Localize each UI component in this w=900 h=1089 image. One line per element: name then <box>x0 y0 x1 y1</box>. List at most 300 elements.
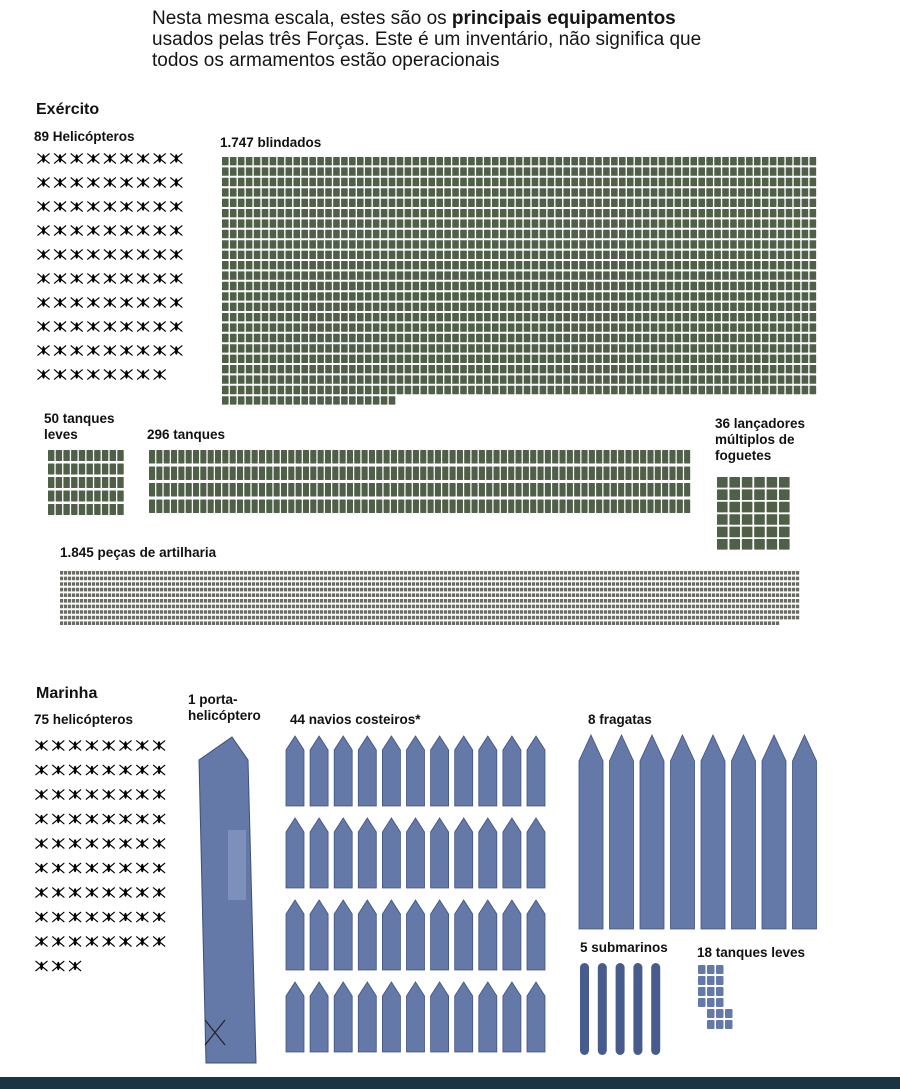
armored-vehicle-icon <box>635 219 642 227</box>
tank-icon <box>640 483 646 497</box>
artillery-icon <box>484 599 487 603</box>
artillery-icon <box>368 605 371 609</box>
artillery-icon <box>188 593 191 597</box>
artillery-icon <box>100 593 103 597</box>
artillery-icon <box>760 577 763 581</box>
armored-vehicle-icon <box>770 251 777 259</box>
armored-vehicle-icon <box>436 230 443 238</box>
light-tank-icon <box>79 504 85 515</box>
armored-vehicle-icon <box>587 303 594 311</box>
tank-icon <box>464 450 470 464</box>
armored-vehicle-icon <box>730 178 737 186</box>
artillery-icon <box>552 582 555 586</box>
armored-vehicle-icon <box>309 209 316 217</box>
armored-vehicle-icon <box>762 261 769 269</box>
artillery-icon <box>192 621 195 625</box>
artillery-icon <box>352 610 355 614</box>
artillery-icon <box>528 605 531 609</box>
artillery-icon <box>772 605 775 609</box>
artillery-icon <box>180 577 183 581</box>
artillery-icon <box>784 605 787 609</box>
armored-vehicle-icon <box>548 251 555 259</box>
helicopter-icon <box>120 814 131 823</box>
armored-vehicle-icon <box>627 334 634 342</box>
artillery-icon <box>572 616 575 620</box>
artillery-icon <box>576 577 579 581</box>
artillery-icon <box>540 605 543 609</box>
armored-vehicle-icon <box>460 251 467 259</box>
artillery-icon <box>460 577 463 581</box>
armored-vehicle-icon <box>667 323 674 331</box>
artillery-icon <box>116 571 119 575</box>
artillery-icon <box>584 610 587 614</box>
artillery-icon <box>420 593 423 597</box>
armored-vehicle-icon <box>595 209 602 217</box>
artillery-icon <box>328 582 331 586</box>
armored-vehicle-icon <box>413 375 420 383</box>
tank-icon <box>633 467 639 481</box>
armored-vehicle-icon <box>492 344 499 352</box>
armored-vehicle-icon <box>460 375 467 383</box>
artillery-icon <box>680 616 683 620</box>
artillery-icon <box>476 577 479 581</box>
artillery-icon <box>388 577 391 581</box>
artillery-icon <box>640 605 643 609</box>
artillery-icon <box>280 571 283 575</box>
armored-vehicle-icon <box>810 178 817 186</box>
artillery-icon <box>72 577 75 581</box>
artillery-icon <box>156 605 159 609</box>
armored-vehicle-icon <box>421 313 428 321</box>
artillery-icon <box>548 588 551 592</box>
tank-icon <box>230 500 236 514</box>
armored-vehicle-icon <box>373 240 380 248</box>
tank-icon <box>186 483 192 497</box>
artillery-icon <box>624 616 627 620</box>
artillery-icon <box>384 593 387 597</box>
armored-vehicle-icon <box>365 199 372 207</box>
coastal-ship-icon <box>286 736 304 806</box>
artillery-icon <box>212 582 215 586</box>
artillery-icon <box>712 610 715 614</box>
artillery-icon <box>140 610 143 614</box>
artillery-icon <box>704 588 707 592</box>
artillery-icon <box>456 616 459 620</box>
artillery-icon <box>656 621 659 625</box>
helicopter-icon <box>71 298 82 307</box>
artillery-icon <box>164 577 167 581</box>
armored-vehicle-icon <box>706 230 713 238</box>
artillery-icon <box>408 593 411 597</box>
artillery-icon <box>236 582 239 586</box>
label-navy-helicopters: 75 helicópteros <box>34 712 134 727</box>
rocket-launcher-icon <box>767 489 778 500</box>
armored-vehicle-icon <box>643 334 650 342</box>
artillery-icon <box>556 616 559 620</box>
artillery-icon <box>536 588 539 592</box>
armored-vehicle-icon <box>738 167 745 175</box>
artillery-icon <box>392 577 395 581</box>
artillery-icon <box>640 621 643 625</box>
armored-vehicle-icon <box>246 219 253 227</box>
artillery-icon <box>356 616 359 620</box>
artillery-icon <box>92 621 95 625</box>
artillery-icon <box>520 616 523 620</box>
artillery-icon <box>336 616 339 620</box>
armored-vehicle-icon <box>595 199 602 207</box>
artillery-icon <box>68 577 71 581</box>
armored-vehicle-icon <box>397 365 404 373</box>
armored-vehicle-icon <box>508 323 515 331</box>
armored-vehicle-icon <box>270 251 277 259</box>
armored-vehicle-icon <box>611 334 618 342</box>
armored-vehicle-icon <box>587 261 594 269</box>
artillery-icon <box>472 593 475 597</box>
helicopter-icon <box>137 814 148 823</box>
armored-vehicle-icon <box>746 334 753 342</box>
navy-light-tank-icon <box>716 1009 724 1018</box>
armored-vehicle-icon <box>444 251 451 259</box>
armored-vehicle-icon <box>500 167 507 175</box>
armored-vehicle-icon <box>722 178 729 186</box>
armored-vehicle-icon <box>778 240 785 248</box>
armored-vehicle-icon <box>246 271 253 279</box>
armored-vehicle-icon <box>492 178 499 186</box>
artillery-icon <box>256 605 259 609</box>
helicopter-icon <box>121 274 132 283</box>
artillery-icon <box>680 571 683 575</box>
armored-vehicle-icon <box>738 303 745 311</box>
armored-vehicle-icon <box>627 188 634 196</box>
armored-vehicle-icon <box>286 199 293 207</box>
armored-vehicle-icon <box>532 365 539 373</box>
helicopter-icon <box>154 370 165 379</box>
tank-icon <box>288 483 294 497</box>
armored-vehicle-icon <box>365 386 372 394</box>
artillery-icon <box>448 616 451 620</box>
artillery-icon <box>336 582 339 586</box>
artillery-icon <box>128 605 131 609</box>
armored-vehicle-icon <box>540 240 547 248</box>
armored-vehicle-icon <box>603 365 610 373</box>
artillery-icon <box>556 582 559 586</box>
armored-vehicle-icon <box>786 334 793 342</box>
armored-vehicle-icon <box>603 271 610 279</box>
artillery-icon <box>768 605 771 609</box>
tank-icon <box>310 450 316 464</box>
armored-vehicle-icon <box>365 209 372 217</box>
armored-vehicle-icon <box>413 303 420 311</box>
armored-vehicle-icon <box>714 386 721 394</box>
armored-vehicle-icon <box>690 157 697 165</box>
artillery-icon <box>468 599 471 603</box>
artillery-icon <box>684 599 687 603</box>
artillery-icon <box>528 577 531 581</box>
armored-vehicle-icon <box>254 167 261 175</box>
armored-vehicle-icon <box>428 344 435 352</box>
tank-icon <box>552 450 558 464</box>
frigate-icon <box>579 735 603 929</box>
armored-vehicle-icon <box>611 365 618 373</box>
armored-vehicle-icon <box>754 323 761 331</box>
tank-icon <box>244 483 250 497</box>
helicopter-icon <box>121 226 132 235</box>
artillery-icon <box>108 571 111 575</box>
armored-vehicle-icon <box>762 365 769 373</box>
armored-vehicle-icon <box>492 167 499 175</box>
armored-vehicle-icon <box>341 178 348 186</box>
helicopter-icon <box>137 937 148 946</box>
artillery-icon <box>528 571 531 575</box>
artillery-icon <box>308 593 311 597</box>
armored-vehicle-icon <box>278 334 285 342</box>
artillery-icon <box>504 599 507 603</box>
artillery-icon <box>532 621 535 625</box>
armored-vehicle-icon <box>627 313 634 321</box>
coastal-ship-icon <box>479 900 497 970</box>
armored-vehicle-icon <box>413 199 420 207</box>
artillery-icon <box>536 582 539 586</box>
artillery-icon <box>208 571 211 575</box>
armored-vehicle-icon <box>508 230 515 238</box>
tank-icon <box>596 500 602 514</box>
armored-vehicle-icon <box>659 209 666 217</box>
artillery-icon <box>224 599 227 603</box>
armored-vehicle-icon <box>730 282 737 290</box>
artillery-icon <box>188 577 191 581</box>
armored-vehicle-icon <box>706 271 713 279</box>
armored-vehicle-icon <box>317 386 324 394</box>
armored-vehicle-icon <box>389 271 396 279</box>
artillery-icon <box>428 610 431 614</box>
artillery-icon <box>304 571 307 575</box>
armored-vehicle-icon <box>421 282 428 290</box>
tank-icon <box>464 483 470 497</box>
artillery-icon <box>236 610 239 614</box>
armored-vehicle-icon <box>619 292 626 300</box>
armored-vehicle-icon <box>389 157 396 165</box>
armored-vehicle-icon <box>405 240 412 248</box>
armored-vehicle-icon <box>452 334 459 342</box>
armored-vehicle-icon <box>675 157 682 165</box>
armored-vehicle-icon <box>675 386 682 394</box>
artillery-icon <box>612 582 615 586</box>
armored-vehicle-icon <box>516 251 523 259</box>
artillery-icon <box>484 588 487 592</box>
armored-vehicle-icon <box>651 188 658 196</box>
tank-icon <box>340 467 346 481</box>
tank-icon <box>178 450 184 464</box>
armored-vehicle-icon <box>571 188 578 196</box>
tank-icon <box>354 500 360 514</box>
artillery-icon <box>244 593 247 597</box>
artillery-icon <box>724 582 727 586</box>
artillery-icon <box>692 571 695 575</box>
armored-vehicle-icon <box>524 365 531 373</box>
artillery-icon <box>708 588 711 592</box>
armored-vehicle-icon <box>301 271 308 279</box>
tank-icon <box>186 500 192 514</box>
artillery-icon <box>120 599 123 603</box>
artillery-icon <box>360 616 363 620</box>
tank-icon <box>310 467 316 481</box>
armored-vehicle-icon <box>325 188 332 196</box>
tank-icon <box>178 500 184 514</box>
armored-vehicle-icon <box>278 178 285 186</box>
armored-vehicle-icon <box>619 344 626 352</box>
light-tank-icon <box>56 464 62 475</box>
artillery-icon <box>88 593 91 597</box>
armored-vehicle-icon <box>611 157 618 165</box>
armored-vehicle-icon <box>548 230 555 238</box>
artillery-icon <box>212 571 215 575</box>
artillery-icon <box>176 593 179 597</box>
armored-vehicle-icon <box>738 209 745 217</box>
artillery-icon <box>452 605 455 609</box>
artillery-icon <box>332 582 335 586</box>
armored-vehicle-icon <box>516 344 523 352</box>
artillery-icon <box>100 599 103 603</box>
armored-vehicle-icon <box>587 209 594 217</box>
armored-vehicle-icon <box>500 199 507 207</box>
artillery-icon <box>524 582 527 586</box>
rocket-launcher-icon <box>742 514 753 525</box>
artillery-icon <box>520 593 523 597</box>
armored-vehicle-icon <box>254 365 261 373</box>
armored-vehicle-icon <box>754 365 761 373</box>
armored-vehicle-icon <box>730 167 737 175</box>
navy-light-tank-icon <box>716 976 724 985</box>
artillery-icon <box>632 588 635 592</box>
navy-light-tank-icon <box>707 976 715 985</box>
artillery-icon <box>408 577 411 581</box>
armored-vehicle-icon <box>349 157 356 165</box>
artillery-icon <box>584 593 587 597</box>
armored-vehicle-icon <box>516 209 523 217</box>
tank-icon <box>530 450 536 464</box>
navy-light-tank-icon <box>725 1020 733 1029</box>
armored-vehicle-icon <box>738 282 745 290</box>
artillery-icon <box>268 616 271 620</box>
tank-icon <box>164 500 170 514</box>
armored-vehicle-icon <box>389 209 396 217</box>
artillery-icon <box>684 593 687 597</box>
armored-vehicle-icon <box>333 396 340 404</box>
tank-icon <box>508 500 514 514</box>
artillery-icon <box>160 621 163 625</box>
armored-vehicle-icon <box>436 292 443 300</box>
light-tank-icon <box>79 491 85 502</box>
helicopter-icon <box>104 370 115 379</box>
helicopter-icon <box>153 741 164 750</box>
armored-vehicle-icon <box>293 251 300 259</box>
armored-vehicle-icon <box>230 219 237 227</box>
artillery-icon <box>712 621 715 625</box>
armored-vehicle-icon <box>659 271 666 279</box>
artillery-icon <box>508 577 511 581</box>
artillery-icon <box>168 571 171 575</box>
artillery-icon <box>180 616 183 620</box>
artillery-icon <box>308 616 311 620</box>
light-tank-icon <box>63 450 69 461</box>
armored-vehicle-icon <box>563 271 570 279</box>
tank-icon <box>398 483 404 497</box>
armored-vehicle-icon <box>309 251 316 259</box>
armored-vehicle-icon <box>738 355 745 363</box>
artillery-icon <box>120 588 123 592</box>
light-tank-icon <box>63 491 69 502</box>
artillery-icon <box>728 599 731 603</box>
artillery-icon <box>484 621 487 625</box>
armored-vehicle-icon <box>484 178 491 186</box>
artillery-icon <box>748 582 751 586</box>
coastal-ship-icon <box>310 982 328 1052</box>
artillery-icon <box>220 610 223 614</box>
artillery-icon <box>264 605 267 609</box>
armored-vehicle-icon <box>278 240 285 248</box>
artillery-icon <box>232 588 235 592</box>
artillery-icon <box>156 577 159 581</box>
tank-icon <box>193 450 199 464</box>
tank-icon <box>677 450 683 464</box>
tank-icon <box>479 500 485 514</box>
armored-vehicle-icon <box>651 292 658 300</box>
tank-icon <box>669 450 675 464</box>
armored-vehicle-icon <box>492 240 499 248</box>
armored-vehicle-icon <box>230 396 237 404</box>
armored-vehicle-icon <box>222 271 229 279</box>
artillery-icon <box>392 588 395 592</box>
armored-vehicle-icon <box>262 313 269 321</box>
artillery-icon <box>688 605 691 609</box>
armored-vehicle-icon <box>349 365 356 373</box>
artillery-icon <box>732 599 735 603</box>
artillery-icon <box>592 593 595 597</box>
artillery-icon <box>536 621 539 625</box>
armored-vehicle-icon <box>333 157 340 165</box>
artillery-icon <box>660 582 663 586</box>
artillery-icon <box>708 582 711 586</box>
armored-vehicle-icon <box>595 375 602 383</box>
artillery-icon <box>728 577 731 581</box>
artillery-icon <box>704 571 707 575</box>
artillery-icon <box>124 616 127 620</box>
artillery-icon <box>208 582 211 586</box>
artillery-icon <box>244 605 247 609</box>
artillery-icon <box>196 571 199 575</box>
artillery-icon <box>440 593 443 597</box>
artillery-icon <box>428 577 431 581</box>
artillery-icon <box>268 588 271 592</box>
artillery-icon <box>496 582 499 586</box>
artillery-icon <box>144 571 147 575</box>
armored-vehicle-icon <box>246 230 253 238</box>
artillery-icon <box>368 621 371 625</box>
light-tank-icon <box>94 504 100 515</box>
artillery-icon <box>356 577 359 581</box>
rocket-launcher-icon <box>742 477 753 488</box>
artillery-icon <box>316 571 319 575</box>
helicopter-icon <box>120 839 131 848</box>
armored-vehicle-icon <box>428 365 435 373</box>
artillery-icon <box>528 616 531 620</box>
artillery-icon <box>260 577 263 581</box>
artillery-icon <box>680 621 683 625</box>
armored-vehicle-icon <box>635 251 642 259</box>
armored-vehicle-icon <box>428 323 435 331</box>
armored-vehicle-icon <box>452 323 459 331</box>
artillery-icon <box>728 593 731 597</box>
